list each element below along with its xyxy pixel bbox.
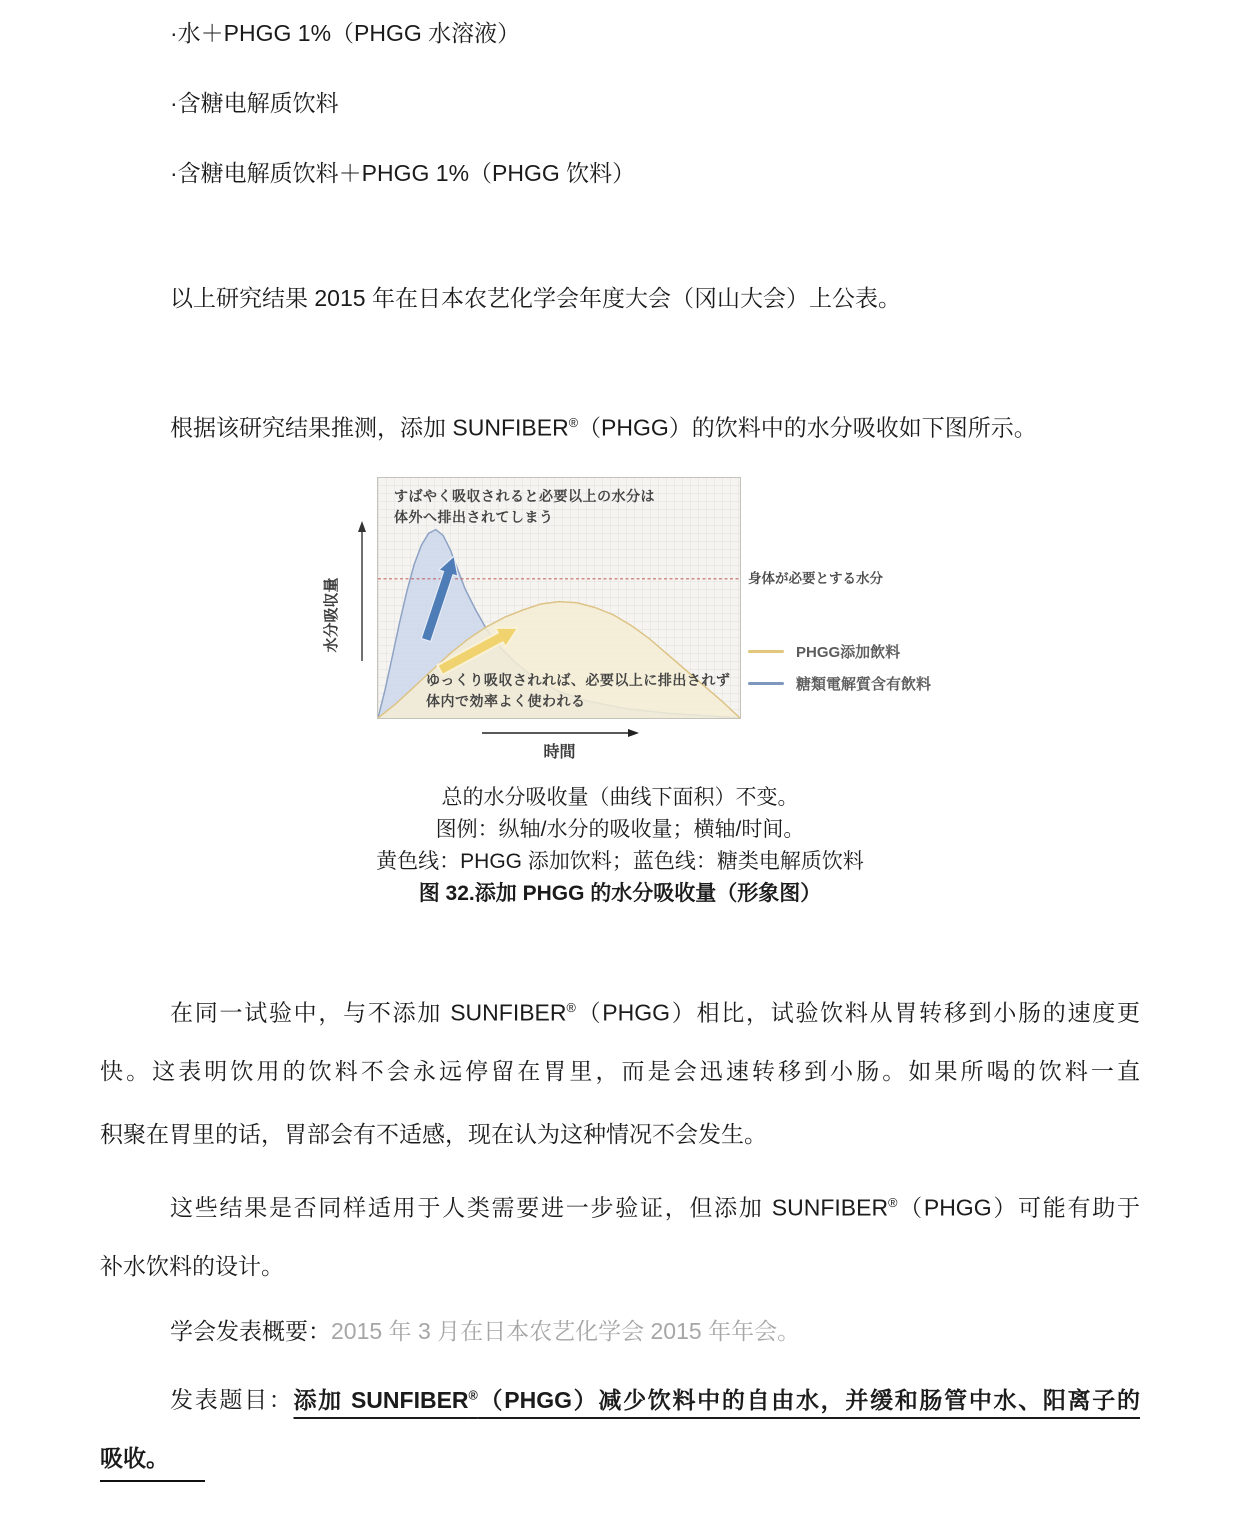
bullet-item — [170, 16, 520, 50]
figure-number-caption: 图 32.添加 PHGG 的水分吸收量（形象图） — [418, 882, 822, 905]
summary-value: 2015 年 3 月在日本农艺化学会 2015 年年会。 — [331, 1318, 801, 1344]
paragraph-text: （PHGG）的饮料中的水分吸收如下图所示。 — [578, 414, 1037, 441]
annotation-fast-absorption — [394, 486, 655, 528]
paragraph-stomach-transfer — [100, 977, 1140, 1166]
caption-line: 图例：纵轴/水分的吸收量；横轴/时间。 — [435, 818, 805, 841]
x-axis-label: 時間 — [543, 744, 576, 761]
publication-title-end: 吸收。 — [100, 1443, 205, 1482]
legend-item-electrolyte — [748, 673, 931, 693]
paragraph-line — [100, 1427, 1140, 1490]
paragraph-line — [100, 977, 1140, 1040]
paragraph-conference-summary — [100, 1300, 1140, 1363]
paragraph-publication-title — [100, 1364, 1140, 1490]
figure-caption-block — [100, 782, 1140, 910]
bullet-item — [170, 156, 635, 190]
bullet-text: 含糖电解质饮料 — [177, 90, 339, 116]
paragraph-text: （PHGG）减少饮料中的自由水，并缓和肠管中水、阳离子的 — [477, 1386, 1140, 1413]
paragraph-figure-intro — [170, 406, 1037, 445]
caption-line: 总的水分吸收量（曲线下面积）不变。 — [441, 786, 799, 809]
x-axis-arrow-icon — [482, 727, 640, 739]
paragraph-line — [100, 1364, 1140, 1427]
paragraph-line — [100, 1172, 1140, 1235]
paragraph-results-published: 以上研究结果 2015 年在日本农艺化学会年度大会（冈山大会）上公表。 — [170, 285, 901, 311]
registered-trademark-symbol: ® — [888, 1196, 898, 1210]
paragraph-text: 在同一试验中，与不添加 SUNFIBER — [170, 999, 567, 1026]
registered-trademark-symbol: ® — [468, 1388, 478, 1402]
water-absorption-figure — [322, 465, 962, 777]
paragraph-text: 这些结果是否同样适用于人类需要进一步验证，但添加 SUNFIBER — [170, 1194, 889, 1221]
legend-line-yellow — [748, 650, 784, 653]
paragraph-text: 添加 SUNFIBER — [293, 1386, 469, 1413]
bullet-item — [170, 86, 339, 120]
chart-plot-area — [377, 477, 741, 719]
bullet-text: 水＋PHGG 1%（PHGG 水溶液） — [177, 20, 521, 46]
needed-water-label: 身体が必要とする水分 — [748, 571, 883, 586]
legend-item-phgg — [748, 641, 900, 661]
annotation-line: すばやく吸収されると必要以上の水分は — [394, 488, 655, 504]
annotation-line: ゆっくり吸収されれば、必要以上に排出されず — [426, 672, 731, 688]
paragraph-line: 补水饮料的设计。 — [100, 1253, 284, 1279]
legend-label: PHGG添加飲料 — [796, 644, 901, 661]
legend-label: 糖類電解質含有飲料 — [796, 676, 932, 693]
publication-title-text — [293, 1387, 1140, 1413]
bullet-marker: · — [170, 160, 178, 186]
title-label: 发表题目： — [170, 1386, 294, 1413]
paragraph-line — [100, 1300, 1140, 1363]
summary-label: 学会发表概要： — [170, 1318, 331, 1344]
annotation-line: 体内で効率よく使われる — [426, 693, 586, 709]
paragraph-text: （PHGG）相比，试验饮料从胃转移到小肠的速度更 — [575, 999, 1140, 1026]
paragraph-text: 根据该研究结果推测，添加 SUNFIBER — [170, 414, 569, 441]
paragraph-line: 积聚在胃里的话，胃部会有不适感，现在认为这种情况不会发生。 — [100, 1121, 767, 1147]
legend-line-blue — [748, 682, 784, 685]
bullet-marker: · — [170, 90, 178, 116]
bullet-text: 含糖电解质饮料＋PHGG 1%（PHGG 饮料） — [177, 160, 636, 186]
registered-trademark-symbol: ® — [568, 416, 579, 430]
caption-line: 黄色线：PHGG 添加饮料；蓝色线：糖类电解质饮料 — [376, 850, 864, 873]
registered-trademark-symbol: ® — [566, 1001, 576, 1015]
annotation-line: 体外へ排出されてしまう — [394, 509, 554, 525]
y-axis-arrow-icon — [356, 521, 368, 663]
annotation-slow-absorption — [426, 670, 730, 712]
paragraph-human-validation — [100, 1172, 1140, 1298]
paragraph-line: 快。这表明饮用的饮料不会永远停留在胃里，而是会迅速转移到小肠。如果所喝的饮料一直 — [100, 1058, 1140, 1084]
paragraph-text: （PHGG）可能有助于 — [897, 1194, 1140, 1221]
bullet-marker: · — [170, 20, 178, 46]
y-axis-label: 水分吸収量 — [323, 577, 340, 653]
